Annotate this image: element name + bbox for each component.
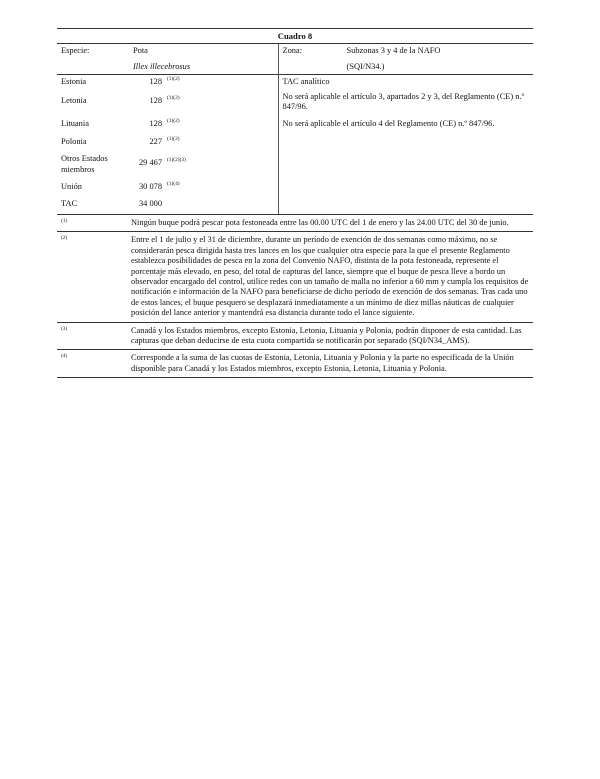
member-state: Unión [61, 182, 82, 192]
footnote-row [57, 322, 533, 350]
footnote-mark: (4) [61, 353, 68, 360]
quota-amount: 227 [149, 136, 162, 146]
footnote-text: Ningún buque podrá pescar pota festoneada entre las 00.00 UTC del 1 de enero y las 24.00 UTC del 30 de junio. [131, 217, 509, 227]
member-state: Polonia [61, 136, 87, 146]
zone-label: Zona: [282, 46, 303, 56]
footnote-mark: (1) [61, 217, 68, 224]
quota-amount: 30 078 [138, 182, 162, 192]
table-row [57, 114, 533, 131]
quota-amount: 128 [149, 95, 162, 105]
quota-table [57, 28, 533, 215]
species-zone-header [57, 44, 533, 75]
footnote-refs: (1)(2) [167, 135, 180, 142]
footnote-refs: (1)(2)(3) [167, 157, 186, 164]
table-title: Cuadro 8 [57, 29, 533, 44]
conditions-text: No será aplicable el artículo 3, apartados 2 y 3, del Reglamento (CE) n.º 847/96. [278, 90, 533, 115]
member-state: Lituania [61, 119, 89, 129]
footnote-refs: (1)(2) [167, 118, 180, 125]
species-latin-name: Illex illecebrosus [133, 61, 191, 71]
footnotes-table [57, 215, 533, 378]
footnote-row [57, 215, 533, 232]
member-state: Otros Estados miembros [61, 154, 108, 174]
conditions-text [278, 132, 533, 149]
footnote-row [57, 350, 533, 378]
species-name-cell [125, 44, 278, 75]
quota-amount: 128 [149, 119, 162, 129]
footnote-mark: (2) [61, 235, 68, 242]
conditions-text [278, 194, 533, 214]
footnote-row [57, 232, 533, 322]
table-row [57, 177, 533, 194]
footnote-refs: (1)(2) [167, 76, 180, 83]
table-row [57, 90, 533, 115]
quota-table-document [57, 28, 533, 378]
table-row [57, 149, 533, 177]
conditions-text [278, 177, 533, 194]
footnote-text: Corresponde a la suma de las cuotas de Estonia, Letonia, Lituania y Polonia y la parte no especificada de la Unión disponible para Canadá y los Estados miembros, excepto Estonia, Letonia, Lituania y Polonia. [131, 353, 514, 373]
footnote-refs: (1)(4) [167, 181, 180, 188]
footnote-refs: (1)(2) [167, 94, 180, 101]
quota-amount: 128 [125, 75, 165, 90]
species-label: Especie: [57, 44, 125, 75]
conditions-text: No será aplicable el artículo 4 del Reglamento (CE) n.º 847/96. [278, 114, 533, 131]
member-state: TAC [57, 194, 125, 214]
member-state: Estonia [57, 75, 125, 90]
table-row [57, 194, 533, 214]
conditions-text [278, 149, 533, 177]
table-title-row [57, 29, 533, 44]
table-row [57, 75, 533, 90]
zone-cell [278, 44, 533, 75]
quota-amount: 29 467 [138, 158, 162, 168]
table-row [57, 132, 533, 149]
footnote-text: Entre el 1 de julio y el 31 de diciembre, durante un período de exención de dos semanas como máximo, no se considerarán pesca dirigida hasta tres lances en los que cualquier otra especie para la que el presente Reglamento establezca posibilidades de pesca en la zona del Convenio NAFO, distinta de la pota festoneada, represente el porcentaje más elevado, en peso, del total de capturas del lance, siempre que el buque de pesca lleve a bordo un observador encargado del control, utilice redes con un tamaño de malla no inferior a 60 mm y cumpla los requisitos de notificación e información de la NAFO para beneficiarse de dicho período de exención de dos semanas. Tras cada uno de estos lances, el buque pesquero se desplazará inmediatamente a un mínimo de diez millas náuticas de cualquier posición del lance anterior y mantendrá esa distancia durante todo el lance siguiente. [131, 235, 529, 318]
zone-value-1: Subzonas 3 y 4 de la NAFO [346, 46, 441, 56]
quota-amount: 34 000 [125, 194, 165, 214]
species-name: Pota [133, 46, 148, 56]
zone-value-2: (SQI/N34.) [346, 61, 385, 71]
footnote-text: Canadá y los Estados miembros, excepto Estonia, Letonia, Lituania y Polonia, podrán disponer de esta cantidad. Las capturas que deban deducirse de esta cuota compartida se notificarán por separado (SQI/N34_AMS). [131, 325, 522, 345]
footnote-mark: (3) [61, 325, 68, 332]
conditions-text: TAC analítico [278, 75, 533, 90]
member-state: Letonia [61, 95, 87, 105]
